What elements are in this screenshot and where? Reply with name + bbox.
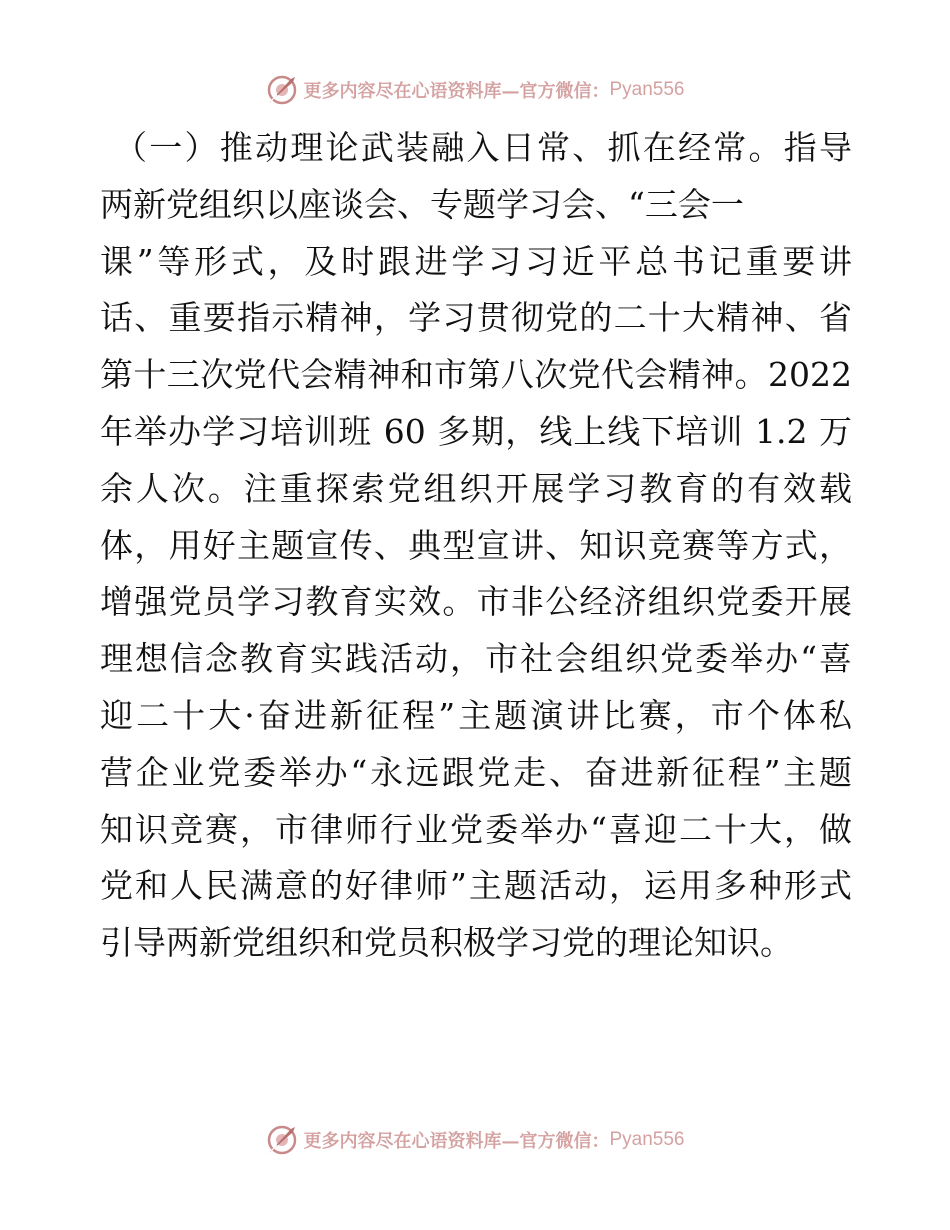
paragraph-line: 理想信念教育实践活动，市社会组织党委举办“喜	[100, 639, 852, 679]
watermark-wechat-id: Pyan556	[609, 1129, 685, 1150]
paragraph-line: 党和人民满意的好律师”主题活动，运用多种形式	[100, 866, 852, 906]
watermark-text: 更多内容尽在心语资料库—	[303, 1131, 520, 1152]
paragraph-line: 课”等形式，及时跟进学习习近平总书记重要讲	[100, 241, 852, 281]
watermark-wechat-label: 官方微信：	[519, 81, 610, 102]
paragraph-line: 第十三次党代会精神和市第八次党代会精神。2022	[100, 355, 852, 395]
footer-watermark	[0, 1118, 950, 1162]
paragraph-line: 两新党组织以座谈会、专题学习会、“三会一	[100, 184, 744, 224]
watermark-wechat-label: 官方微信：	[519, 1131, 610, 1152]
paragraph-line: 体，用好主题宣传、典型宣讲、知识竞赛等方式，	[100, 525, 852, 565]
paragraph-line: 话、重要指示精神，学习贯彻党的二十大精神、省	[100, 298, 852, 338]
quill-logo-icon	[265, 73, 299, 107]
watermark-text: 更多内容尽在心语资料库—	[303, 81, 520, 102]
paragraph-line: 迎二十大·奋进新征程”主题演讲比赛，市个体私	[100, 695, 852, 735]
paragraph-line: （一）推动理论武装融入日常、抓在经常。指导	[114, 128, 852, 167]
watermark-wechat-id: Pyan556	[609, 79, 685, 100]
paragraph-line: 余人次。注重探索党组织开展学习教育的有效载	[100, 468, 852, 508]
paragraph-line: 引导两新党组织和党员积极学习党的理论知识。	[100, 923, 793, 963]
paragraph-line: 营企业党委举办“永远跟党走、奋进新征程”主题	[100, 752, 852, 792]
paragraph-line: 增强党员学习教育实效。市非公经济组织党委开展	[100, 582, 852, 622]
header-watermark	[0, 68, 950, 112]
paragraph-line: 年举办学习培训班 60 多期，线上线下培训 1.2 万	[100, 411, 852, 451]
document-body	[100, 120, 852, 972]
quill-logo-icon	[265, 1123, 299, 1157]
paragraph-line: 知识竞赛，市律师行业党委举办“喜迎二十大，做	[100, 809, 852, 849]
